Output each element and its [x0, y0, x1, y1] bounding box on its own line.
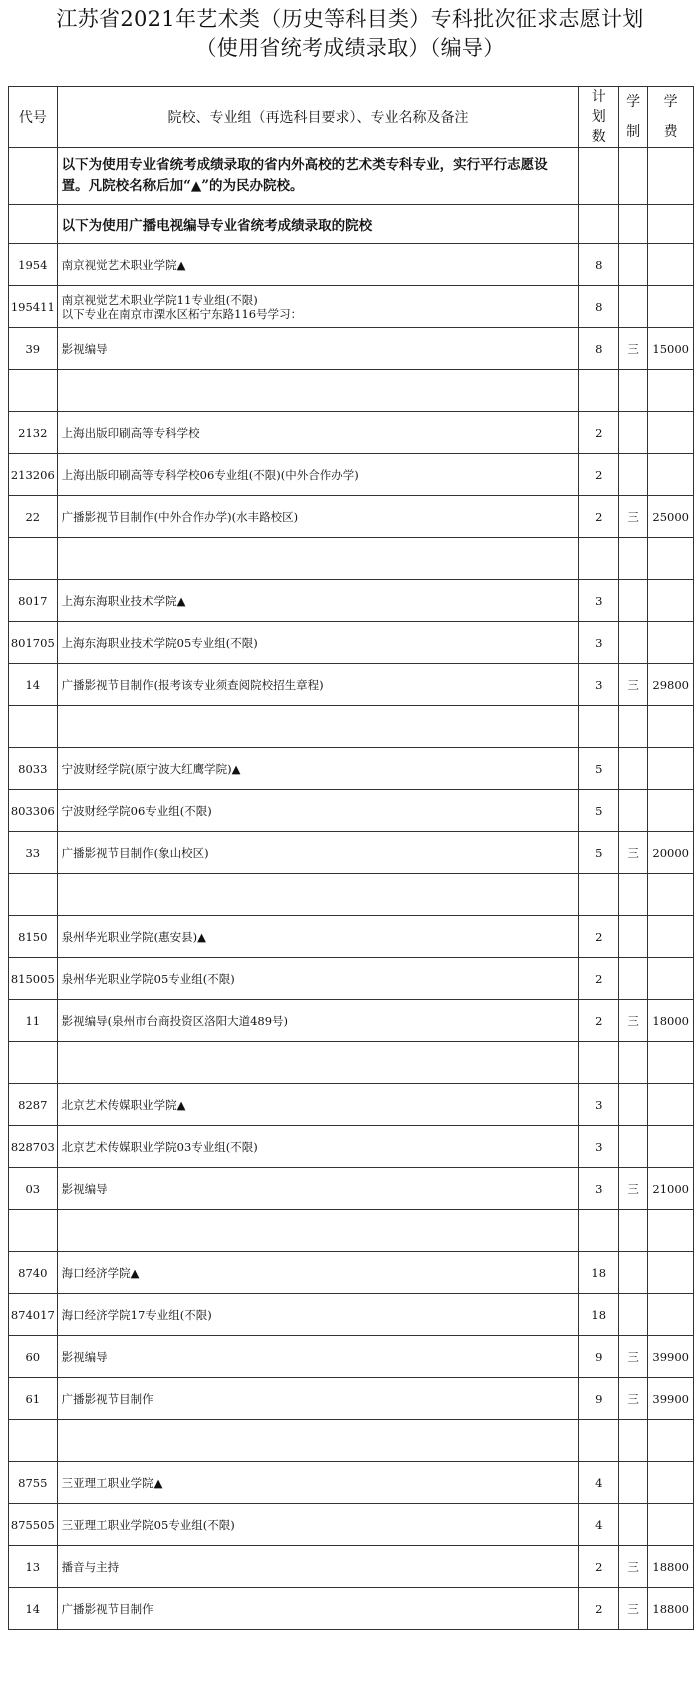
- cell-plan: 4: [579, 1504, 619, 1546]
- cell-years: 三: [618, 1378, 647, 1420]
- cell-fee: [648, 370, 694, 412]
- cell-plan: 2: [579, 1546, 619, 1588]
- table-row: [9, 916, 694, 958]
- table-row: [9, 538, 694, 580]
- cell-name: [57, 1210, 579, 1252]
- cell-code: [9, 706, 58, 748]
- cell-plan: 2: [579, 958, 619, 1000]
- cell-name: 影视编导: [57, 1168, 579, 1210]
- table-row: [9, 1252, 694, 1294]
- cell-years: [618, 958, 647, 1000]
- cell-code: 2132: [9, 412, 58, 454]
- cell-fee: 18000: [648, 1000, 694, 1042]
- cell-name: 上海东海职业技术学院05专业组(不限): [57, 622, 579, 664]
- cell-code: 815005: [9, 958, 58, 1000]
- table-row: [9, 832, 694, 874]
- table-row: [9, 1042, 694, 1084]
- cell-years: [618, 1462, 647, 1504]
- cell-plan: 3: [579, 622, 619, 664]
- cell-years: [618, 1084, 647, 1126]
- cell-code: 60: [9, 1336, 58, 1378]
- table-row: [9, 1084, 694, 1126]
- cell-code: 1954: [9, 244, 58, 286]
- header-fee-char-1: 学: [663, 94, 678, 110]
- plan-table: [8, 86, 694, 1630]
- document-title: [0, 0, 700, 63]
- cell-years: 三: [618, 1168, 647, 1210]
- cell-name: 广播影视节目制作(中外合作办学)(水丰路校区): [57, 496, 579, 538]
- table-row: [9, 1420, 694, 1462]
- cell-fee: [648, 874, 694, 916]
- cell-code: 8755: [9, 1462, 58, 1504]
- cell-plan: 2: [579, 1000, 619, 1042]
- cell-plan: 2: [579, 412, 619, 454]
- cell-years: [618, 706, 647, 748]
- cell-name: 三亚理工职业学院▲: [57, 1462, 579, 1504]
- cell-years: [618, 412, 647, 454]
- cell-years: 三: [618, 832, 647, 874]
- cell-years: [618, 916, 647, 958]
- cell-plan: 8: [579, 286, 619, 328]
- title-line-2: （使用省统考成绩录取）（编导）: [195, 36, 505, 60]
- cell-fee: [648, 706, 694, 748]
- cell-years: [618, 580, 647, 622]
- cell-fee: [648, 1210, 694, 1252]
- cell-code: 8033: [9, 748, 58, 790]
- cell-plan: 4: [579, 1462, 619, 1504]
- cell-years: [618, 748, 647, 790]
- cell-fee: [648, 1462, 694, 1504]
- cell-fee: [648, 412, 694, 454]
- table-header-row: [9, 87, 694, 148]
- cell-fee: 21000: [648, 1168, 694, 1210]
- cell-name: 广播影视节目制作: [57, 1378, 579, 1420]
- cell-fee: [648, 244, 694, 286]
- cell-years: [618, 790, 647, 832]
- cell-years: 三: [618, 496, 647, 538]
- cell-name: 广播影视节目制作(报考该专业须查阅院校招生章程): [57, 664, 579, 706]
- cell-plan: [579, 1420, 619, 1462]
- cell-code: 801705: [9, 622, 58, 664]
- cell-code: 8287: [9, 1084, 58, 1126]
- table-row: [9, 1000, 694, 1042]
- section-text: 以下为使用广播电视编导专业省统考成绩录取的院校: [57, 205, 579, 244]
- table-row: [9, 580, 694, 622]
- cell-fee: 25000: [648, 496, 694, 538]
- cell-fee: [648, 538, 694, 580]
- cell-name: [57, 538, 579, 580]
- cell-name: 泉州华光职业学院05专业组(不限): [57, 958, 579, 1000]
- cell-name: 影视编导: [57, 328, 579, 370]
- cell-name: 播音与主持: [57, 1546, 579, 1588]
- cell-fee: [648, 622, 694, 664]
- cell-fee: 39900: [648, 1336, 694, 1378]
- cell-years: 三: [618, 1000, 647, 1042]
- note-row: [9, 148, 694, 205]
- note-text: 以下为使用专业省统考成绩录取的省内外高校的艺术类专科专业，实行平行志愿设置。凡院校名称后加“▲”的为民办院校。: [57, 148, 579, 205]
- cell-years: [618, 370, 647, 412]
- cell-fee: 29800: [648, 664, 694, 706]
- cell-code: 39: [9, 328, 58, 370]
- cell-fee: 15000: [648, 328, 694, 370]
- header-name: 院校、专业组（再选科目要求）、专业名称及备注: [57, 87, 579, 148]
- header-plan: [579, 87, 619, 148]
- table-row: [9, 1294, 694, 1336]
- cell-fee: 18800: [648, 1588, 694, 1630]
- cell-plan: 2: [579, 454, 619, 496]
- table-row: [9, 1378, 694, 1420]
- table-row: [9, 622, 694, 664]
- table-row: [9, 664, 694, 706]
- cell-code: 8017: [9, 580, 58, 622]
- cell-code: 8150: [9, 916, 58, 958]
- header-plan-char-3: 数: [591, 129, 606, 145]
- cell-plan: [579, 538, 619, 580]
- cell-fee: [648, 916, 694, 958]
- table-row: [9, 1462, 694, 1504]
- cell-years: [618, 454, 647, 496]
- table-row: [9, 286, 694, 328]
- cell-plan: 8: [579, 244, 619, 286]
- table-row: [9, 496, 694, 538]
- table-row: [9, 1168, 694, 1210]
- cell-fee: 18800: [648, 1546, 694, 1588]
- cell-code: 875505: [9, 1504, 58, 1546]
- table-row: [9, 328, 694, 370]
- cell-years: [618, 1252, 647, 1294]
- cell-years: 三: [618, 1588, 647, 1630]
- cell-code: 874017: [9, 1294, 58, 1336]
- cell-plan: 8: [579, 328, 619, 370]
- cell-code: 03: [9, 1168, 58, 1210]
- header-fee-char-2: 费: [663, 124, 678, 140]
- cell-fee: [648, 1084, 694, 1126]
- table-row: [9, 958, 694, 1000]
- cell-plan: 9: [579, 1378, 619, 1420]
- table-row: [9, 706, 694, 748]
- table-row: [9, 1546, 694, 1588]
- cell-fee: [648, 286, 694, 328]
- cell-plan: 18: [579, 1252, 619, 1294]
- cell-code: 13: [9, 1546, 58, 1588]
- cell-fee: [648, 1294, 694, 1336]
- section-row: [9, 205, 694, 244]
- cell-code: 33: [9, 832, 58, 874]
- header-code: 代号: [9, 87, 58, 148]
- cell-fee: [648, 958, 694, 1000]
- table-row: [9, 244, 694, 286]
- cell-code: [9, 370, 58, 412]
- cell-name: 海口经济学院▲: [57, 1252, 579, 1294]
- cell-name: [57, 1042, 579, 1084]
- cell-name: 广播影视节目制作(象山校区): [57, 832, 579, 874]
- header-years-char-1: 学: [626, 94, 641, 110]
- cell-name: 上海出版印刷高等专科学校: [57, 412, 579, 454]
- cell-plan: 9: [579, 1336, 619, 1378]
- cell-name: 北京艺术传媒职业学院03专业组(不限): [57, 1126, 579, 1168]
- cell-code: [9, 874, 58, 916]
- cell-fee: [648, 454, 694, 496]
- cell-years: [618, 1042, 647, 1084]
- cell-name: [57, 370, 579, 412]
- cell-code: 22: [9, 496, 58, 538]
- table-row: [9, 1126, 694, 1168]
- cell-name: 宁波财经学院(原宁波大红鹰学院)▲: [57, 748, 579, 790]
- cell-code: [9, 1042, 58, 1084]
- cell-name: 泉州华光职业学院(惠安县)▲: [57, 916, 579, 958]
- cell-name: 南京视觉艺术职业学院▲: [57, 244, 579, 286]
- cell-years: [618, 1294, 647, 1336]
- table-row: [9, 790, 694, 832]
- header-years: [618, 87, 647, 148]
- table-row: [9, 1210, 694, 1252]
- cell-fee: [648, 748, 694, 790]
- cell-years: 三: [618, 1336, 647, 1378]
- cell-name: 上海东海职业技术学院▲: [57, 580, 579, 622]
- cell-plan: [579, 874, 619, 916]
- cell-code: 828703: [9, 1126, 58, 1168]
- cell-name: 上海出版印刷高等专科学校06专业组(不限)(中外合作办学): [57, 454, 579, 496]
- cell-years: [618, 1126, 647, 1168]
- cell-years: [618, 874, 647, 916]
- table-row: [9, 412, 694, 454]
- cell-name: [57, 706, 579, 748]
- cell-name: [57, 874, 579, 916]
- table-row: [9, 370, 694, 412]
- header-fee: [648, 87, 694, 148]
- cell-plan: 5: [579, 790, 619, 832]
- cell-plan: 3: [579, 580, 619, 622]
- header-plan-char-1: 计: [591, 89, 606, 105]
- cell-name: 海口经济学院17专业组(不限): [57, 1294, 579, 1336]
- cell-plan: [579, 706, 619, 748]
- cell-years: [618, 1420, 647, 1462]
- cell-years: 三: [618, 1546, 647, 1588]
- cell-name: 三亚理工职业学院05专业组(不限): [57, 1504, 579, 1546]
- header-years-char-2: 制: [626, 124, 641, 140]
- cell-plan: 2: [579, 916, 619, 958]
- cell-code: [9, 1210, 58, 1252]
- cell-fee: [648, 790, 694, 832]
- title-line-1: 江苏省2021年艺术类（历史等科目类）专科批次征求志愿计划: [56, 7, 644, 31]
- table-row: [9, 1588, 694, 1630]
- cell-years: [618, 1504, 647, 1546]
- cell-plan: 3: [579, 1126, 619, 1168]
- cell-years: [618, 622, 647, 664]
- cell-fee: [648, 580, 694, 622]
- cell-years: [618, 538, 647, 580]
- cell-name: 影视编导(泉州市台商投资区洛阳大道489号): [57, 1000, 579, 1042]
- cell-code: 61: [9, 1378, 58, 1420]
- cell-fee: 39900: [648, 1378, 694, 1420]
- cell-name: 北京艺术传媒职业学院▲: [57, 1084, 579, 1126]
- cell-plan: [579, 1042, 619, 1084]
- cell-name: [57, 1420, 579, 1462]
- cell-code: 8740: [9, 1252, 58, 1294]
- table-row: [9, 1504, 694, 1546]
- cell-years: 三: [618, 664, 647, 706]
- cell-plan: 5: [579, 748, 619, 790]
- cell-plan: 5: [579, 832, 619, 874]
- table-row: [9, 874, 694, 916]
- cell-plan: 3: [579, 664, 619, 706]
- cell-code: [9, 1420, 58, 1462]
- header-plan-char-2: 划: [591, 109, 606, 125]
- cell-code: 14: [9, 664, 58, 706]
- cell-fee: [648, 1420, 694, 1462]
- cell-code: [9, 538, 58, 580]
- cell-plan: 3: [579, 1084, 619, 1126]
- cell-plan: 2: [579, 496, 619, 538]
- cell-code: 11: [9, 1000, 58, 1042]
- cell-fee: [648, 1042, 694, 1084]
- table-row: [9, 748, 694, 790]
- cell-years: [618, 286, 647, 328]
- cell-name: 南京视觉艺术职业学院11专业组(不限) 以下专业在南京市溧水区柘宁东路116号学习：: [57, 286, 579, 328]
- cell-code: 195411: [9, 286, 58, 328]
- cell-plan: [579, 1210, 619, 1252]
- cell-fee: [648, 1126, 694, 1168]
- cell-code: 213206: [9, 454, 58, 496]
- cell-code: 803306: [9, 790, 58, 832]
- table-row: [9, 454, 694, 496]
- cell-name: 宁波财经学院06专业组(不限): [57, 790, 579, 832]
- cell-years: 三: [618, 328, 647, 370]
- cell-fee: [648, 1504, 694, 1546]
- cell-code: 14: [9, 1588, 58, 1630]
- cell-name: 影视编导: [57, 1336, 579, 1378]
- cell-fee: [648, 1252, 694, 1294]
- cell-name: 广播影视节目制作: [57, 1588, 579, 1630]
- cell-plan: 18: [579, 1294, 619, 1336]
- cell-plan: 3: [579, 1168, 619, 1210]
- cell-fee: 20000: [648, 832, 694, 874]
- cell-plan: [579, 370, 619, 412]
- cell-plan: 2: [579, 1588, 619, 1630]
- cell-years: [618, 244, 647, 286]
- cell-years: [618, 1210, 647, 1252]
- table-row: [9, 1336, 694, 1378]
